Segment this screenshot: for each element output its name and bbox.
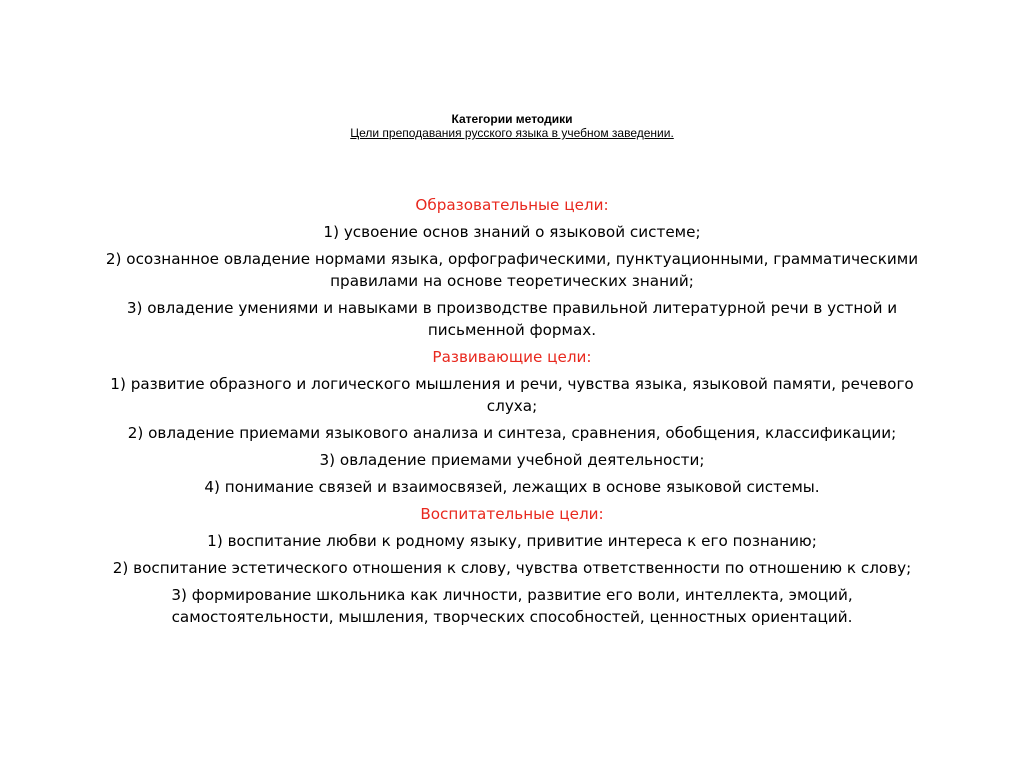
goal-item: 1) усвоение основ знаний о языковой системе; xyxy=(323,223,701,241)
goal-item: 2) осознанное овладение нормами языка, орфографическими, пунктуационными, грамматическими правилами на основе теоретических знаний; xyxy=(105,250,919,290)
goal-item: 4) понимание связей и взаимосвязей, лежащих в основе языковой системы. xyxy=(204,478,820,496)
section-heading: Воспитательные цели: xyxy=(420,505,604,523)
goal-item: 1) развитие образного и логического мышления и речи, чувства языка, языковой памяти, речевого слуха; xyxy=(110,375,914,415)
goal-item: 1) воспитание любви к родному языку, привитие интереса к его познанию; xyxy=(207,532,817,550)
page-subtitle: Цели преподавания русского языка в учебном заведении. xyxy=(350,126,674,140)
goal-item: 3) овладение умениями и навыками в производстве правильной литературной речи в устной и письменной формах. xyxy=(126,299,898,339)
section-heading: Образовательные цели: xyxy=(415,196,609,214)
goal-item: 2) овладение приемами языкового анализа и синтеза, сравнения, обобщения, классификации; xyxy=(127,424,897,442)
section-developmental-goals xyxy=(92,346,932,498)
goal-item: 3) формирование школьника как личности, развитие его воли, интеллекта, эмоций, самостоятельности, мышления, творческих способностей, ценностных ориентаций. xyxy=(171,586,853,626)
slide-title-block xyxy=(0,112,1024,140)
section-heading: Развивающие цели: xyxy=(432,348,592,366)
goal-item: 2) воспитание эстетического отношения к слову, чувства ответственности по отношению к слову; xyxy=(112,559,912,577)
goals-content xyxy=(92,194,932,633)
page-title: Категории методики xyxy=(451,112,573,126)
section-upbringing-goals xyxy=(92,503,932,628)
section-educational-goals xyxy=(92,194,932,341)
goal-item: 3) овладение приемами учебной деятельности; xyxy=(319,451,705,469)
